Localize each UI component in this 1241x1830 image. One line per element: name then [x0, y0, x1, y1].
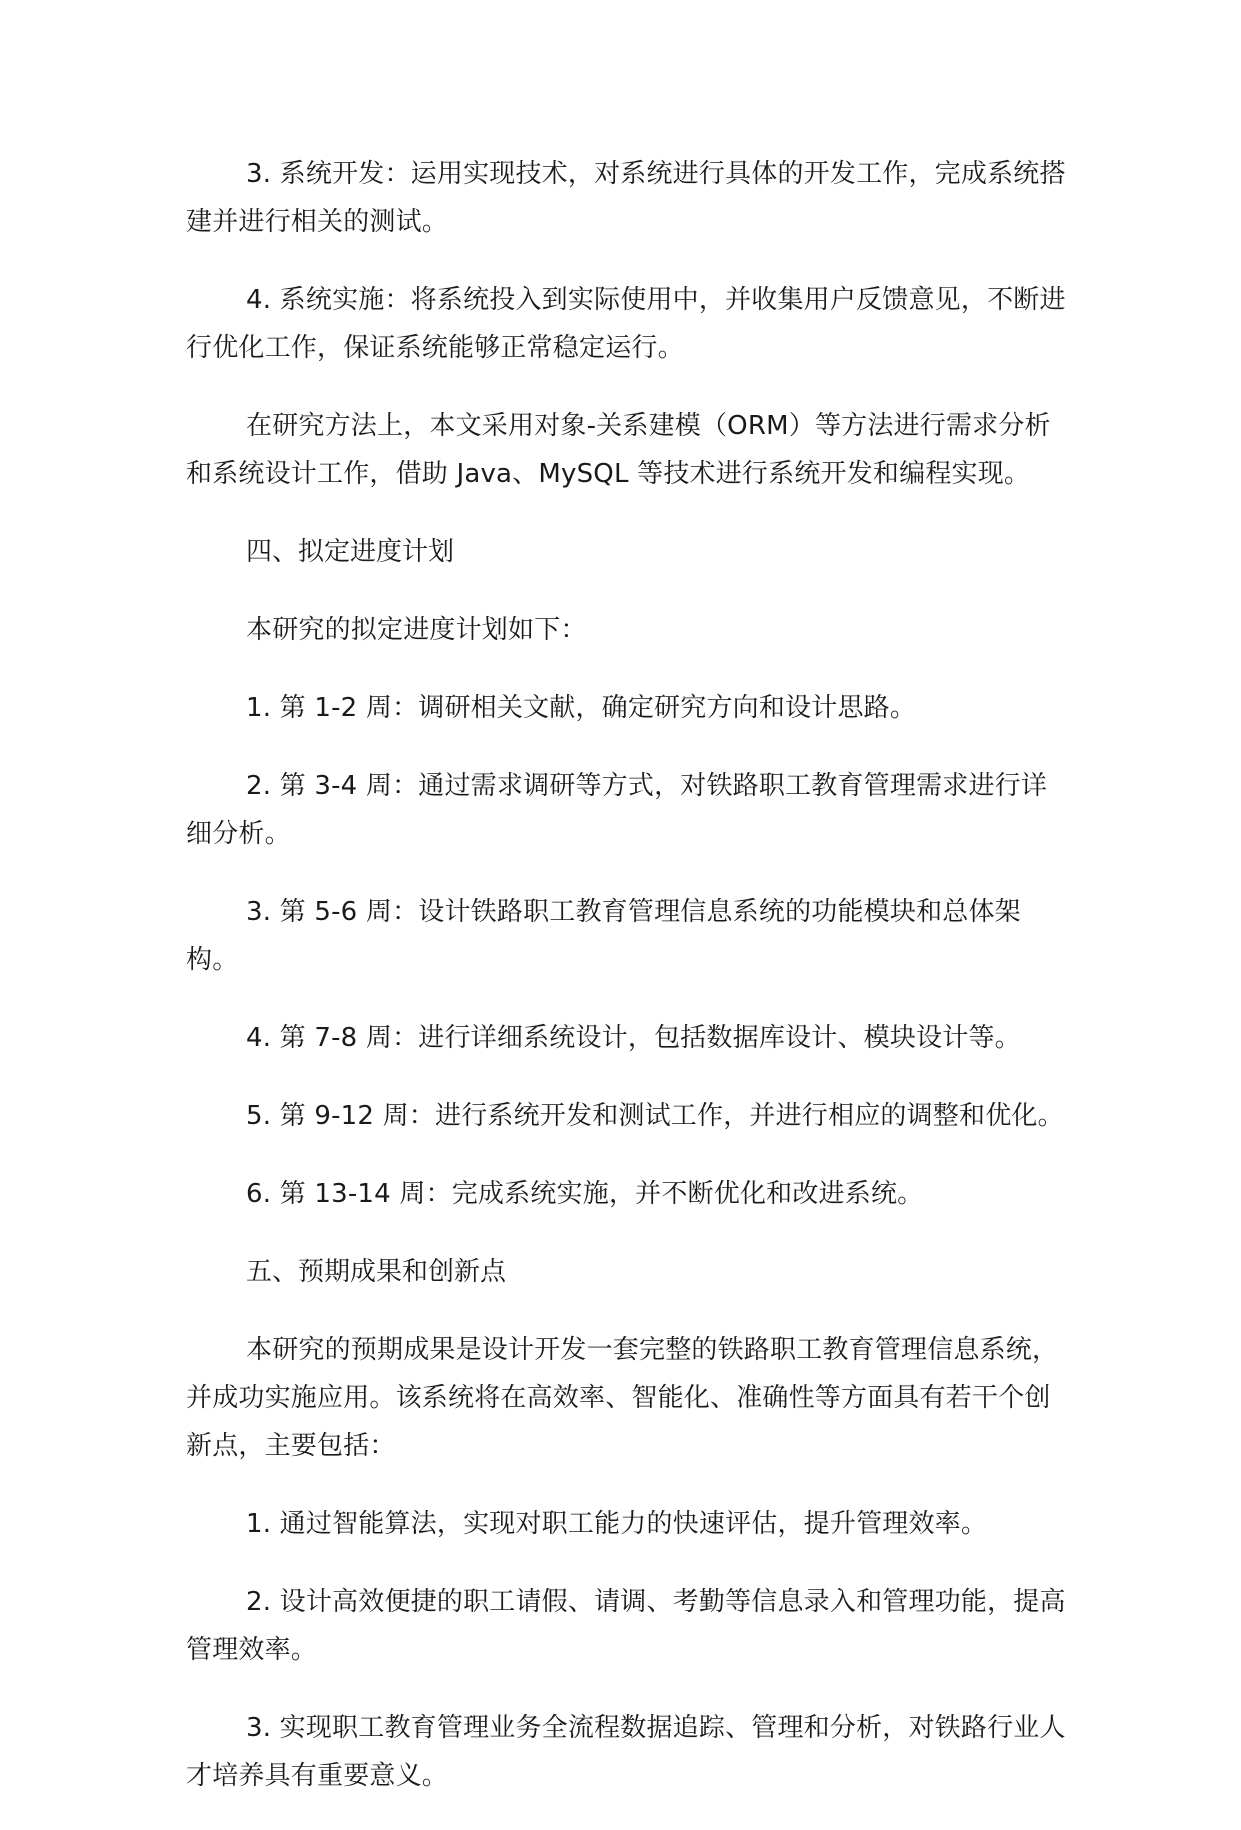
schedule-item-2: 2. 第 3-4 周：通过需求调研等方式，对铁路职工教育管理需求进行详细分析。	[186, 771, 1048, 849]
paragraph-system-development: 3. 系统开发：运用实现技术，对系统进行具体的开发工作，完成系统搭建并进行相关的测试。	[186, 159, 1066, 237]
innovation-item-1: 1. 通过智能算法，实现对职工能力的快速评估，提升管理效率。	[246, 1509, 988, 1539]
paragraph-schedule-intro: 本研究的拟定进度计划如下：	[246, 615, 587, 645]
section-heading-schedule: 四、拟定进度计划	[246, 537, 455, 567]
document-page	[186, 150, 1066, 1830]
schedule-item-6: 6. 第 13-14 周：完成系统实施，并不断优化和改进系统。	[246, 1179, 924, 1209]
paragraph-research-method: 在研究方法上，本文采用对象-关系建模（ORM）等方法进行需求分析和系统设计工作，借助 Java、MySQL 等技术进行系统开发和编程实现。	[186, 411, 1051, 489]
paragraph-system-implementation: 4. 系统实施：将系统投入到实际使用中，并收集用户反馈意见，不断进行优化工作，保证系统能够正常稳定运行。	[186, 285, 1066, 363]
section-heading-outcomes: 五、预期成果和创新点	[246, 1257, 507, 1287]
schedule-item-5: 5. 第 9-12 周：进行系统开发和测试工作，并进行相应的调整和优化。	[246, 1101, 1064, 1131]
schedule-item-4: 4. 第 7-8 周：进行详细系统设计，包括数据库设计、模块设计等。	[246, 1023, 1021, 1053]
schedule-item-1: 1. 第 1-2 周：调研相关文献，确定研究方向和设计思路。	[246, 693, 917, 723]
schedule-item-3: 3. 第 5-6 周：设计铁路职工教育管理信息系统的功能模块和总体架构。	[186, 897, 1021, 975]
innovation-item-2: 2. 设计高效便捷的职工请假、请调、考勤等信息录入和管理功能，提高管理效率。	[186, 1587, 1066, 1665]
paragraph-outcomes-intro: 本研究的预期成果是设计开发一套完整的铁路职工教育管理信息系统，并成功实施应用。该系统将在高效率、智能化、准确性等方面具有若干个创新点，主要包括：	[186, 1335, 1059, 1461]
innovation-item-3: 3. 实现职工教育管理业务全流程数据追踪、管理和分析，对铁路行业人才培养具有重要意义。	[186, 1713, 1066, 1791]
